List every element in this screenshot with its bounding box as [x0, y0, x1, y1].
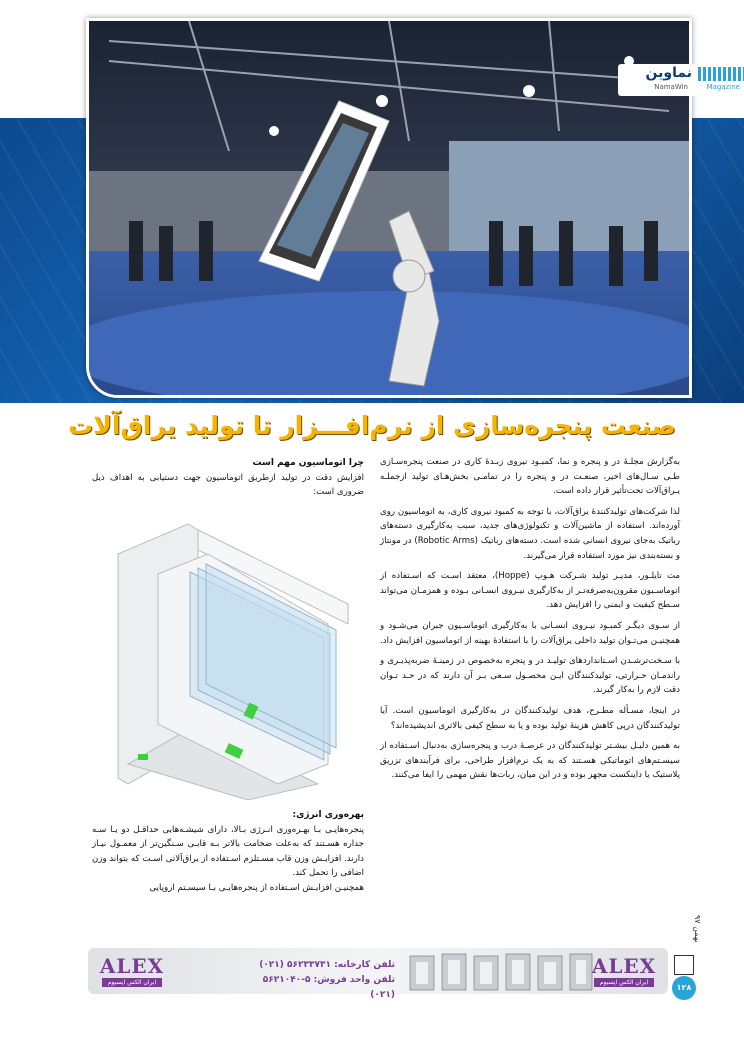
magazine-logo [618, 64, 744, 96]
alex-brand-sub: ایران الکس اپسیوم [102, 978, 162, 987]
logo-bars [698, 67, 744, 81]
alex-brand: ALEX [99, 954, 165, 978]
exhibition-photo [86, 18, 692, 398]
paragraph: پنجره‌هایـی بـا بهـره‌وری انـرژی بـالا، دارای شیشـه‌هایی حداقـل دو یـا سـه جداره هسـتند که به‌علت ضخامت بالاتر بـه قابـی سـنگین‌تر از معمـول نیـاز دارند. افزایـش وزن قاب مسـتلزم اسـتفاده از یراق‌آلاتی اسـت که بتواند وزن اضافی را تحمل کند. [92, 824, 364, 879]
advertisement-banner[interactable] [88, 948, 668, 1000]
page-number: ۱۲۸ [672, 976, 696, 1000]
logo-subtitle-left: NamaWin [654, 83, 688, 91]
paragraph: از سـوی دیگـر کمبـود نیـروی انسـانی با به‌کارگیری اتوماسـیون جبران می‌شـود و همچنیـن می‌تـوان تولید داخلی یراق‌آلات را با استفادۀ بهینه از اتوماسیون افزایش داد. [380, 620, 680, 646]
paragraph: به‌گزارش مجلـۀ در و پنجره و نما، کمبـود نیروی زبـدۀ کاری در صنعت پنجره‌سـازی طـی سـال‌های اخیر، صنعـت در و پنجره را در تمامـی بخش‌هـای تولید ازجملـه یـراق‌آلات تحت‌تأثیر قرار داده است. [380, 457, 680, 497]
article-title: صنعت پنجره‌سازی از نرم‌افـــزار تا تولید یراق‌آلات [68, 411, 676, 440]
left-column-bottom [92, 808, 364, 896]
alex-brand-sub: ایران الکس اپسیوم [594, 978, 654, 987]
factory-phone: تلفن کارخانه: ۵۶۲۳۳۷۳۱ (۰۲۱) [259, 960, 395, 970]
left-column-top [92, 456, 364, 500]
paragraph: با سـخت‌ترشـدن اسـتانداردهای تولیـد در و پنجره به‌خصوص در زمینـۀ ضربه‌پذیـری و راندمـان حـرارتی، تولیدکنندگان ایـن محصـول سـعی بـر آن دارند که در حـد تـوان دقت لازم را به‌کار گیرند. [380, 656, 680, 696]
section-heading: بهره‌وری انرژی: [292, 810, 364, 820]
paragraph: به همین دلیـل بیشـتر تولیدکنندگان در عرصـۀ درب و پنجره‌سازی به‌دنبال اسـتفاده از سیسـتم‌های اتوماتیکی هسـتند که به یک نرم‌افزار طراحی، برای فرآیندهای تزریق پلاستیک یا داینکست مجهز بوده و در این میان، ربات‌ها نقش مهمی را ایفا می‌کنند. [380, 741, 680, 781]
window-profile-illustration [98, 514, 360, 800]
paragraph: مت تایلـور، مدیـر تولید شـرکت هـوپ (Hoppe)، معتقد اسـت که اسـتفاده از اتوماسـیون مقرون‌به‌صرفه‌تـر از به‌کارگیری نیـروی انسـانی بـوده و همزمـان می‌تواند سـطح کیفیت و ایمنی را افزایش دهد. [380, 571, 680, 611]
robot-arm-exhibition-image [89, 21, 689, 395]
paragraph: همچنیـن افزایـش اسـتفاده از پنجره‌هایـی بـا سیسـتم اروپایی [149, 882, 364, 893]
paragraph: لذا شرکت‌های تولیدکنندۀ یراق‌آلات، با توجه به کمبود نیروی کاری، به اتوماسیون روی آورده‌اند. استفاده از ماشین‌آلات و تکنولوژی‌های جدید، سبب به‌کارگیری دسته‌های رباتیک به‌جای نیروی انسانی شده است. دسته‌های رباتیک (Robotic Arms) در مونتاژ و بسته‌بندی نیز مورد استفاده قرار می‌گیرند. [380, 506, 680, 561]
alex-logo-right [588, 954, 660, 988]
magazine-icon [674, 955, 694, 975]
paragraph: در اینجا، مسـأله مطـرح، هدف تولیدکنندگان در به‌کارگیری اتوماسیون است. آیا تولیدکنندگان درپی کاهش هزینۀ تولید بوده و یا به سطح کیفی بالاتری اندیشیده‌اند؟ [380, 705, 680, 731]
logo-subtitle: Magazine [706, 83, 740, 91]
ad-contact [250, 958, 395, 1003]
paragraph: افزایش دقت در تولید ازطریق اتوماسیون جهت دستیابی به اهداف ذیل ضروری است: [92, 472, 364, 498]
issue-label: بهمن ۹۷ [693, 915, 702, 943]
alex-logo-left [96, 954, 168, 988]
window-profiles-graphic [406, 950, 596, 992]
alex-brand: ALEX [591, 954, 657, 978]
sales-phone: تلفن واحد فروش: ۵-۵۶۲۱۰۴۰ (۰۲۱) [262, 975, 395, 1000]
section-heading: چرا اتوماسیون مهم است [252, 458, 364, 468]
logo-title: نماوین [645, 65, 692, 81]
right-column [380, 455, 680, 789]
